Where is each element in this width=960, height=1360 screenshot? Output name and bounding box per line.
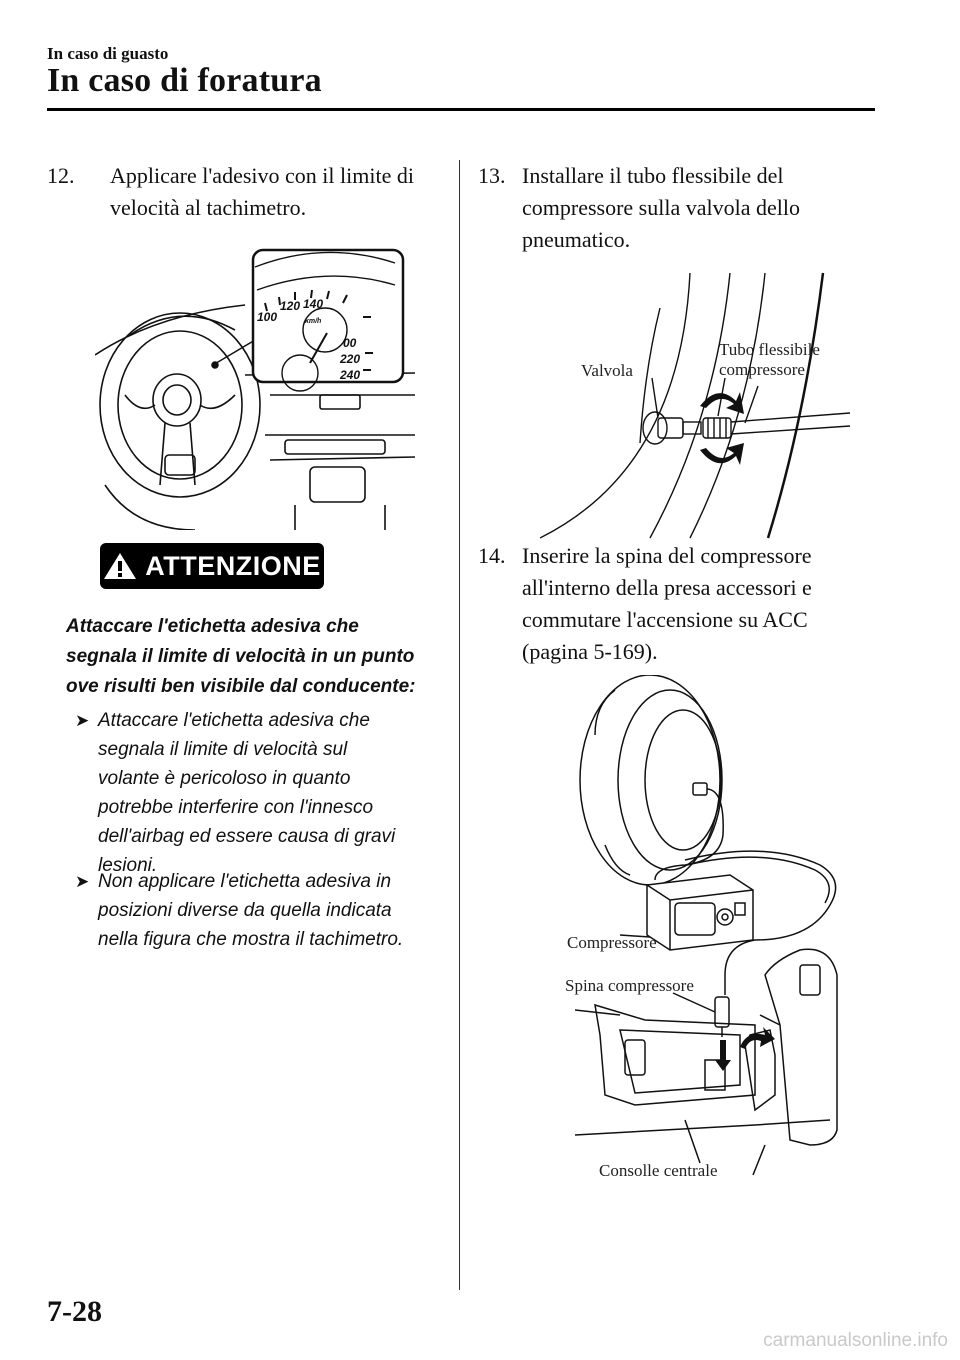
dashboard-illustration (95, 245, 415, 530)
step-text-line: Inserire la spina del compressore (522, 543, 812, 568)
speed-tick-label: 100 (257, 310, 278, 324)
warning-badge (100, 543, 324, 589)
warning-heading (66, 612, 436, 702)
step-14 (459, 540, 879, 670)
warning-heading-line: Attaccare l'etichetta adesiva che (66, 616, 359, 637)
step-number: 13. (478, 163, 506, 188)
speed-tick-label: 240 (340, 368, 361, 382)
bullet-line: Non applicare l'etichetta adesiva in (98, 871, 392, 892)
warning-heading-line: segnala il limite di velocità in un punto (66, 646, 415, 667)
speed-tick-label: 140 (303, 297, 324, 311)
bullet-line: dell'airbag ed essere causa di gravi (98, 826, 396, 847)
step-text-line: pneumatico. (522, 227, 631, 252)
step-text-line: Applicare l'adesivo con il limite di (110, 163, 414, 188)
step-12 (47, 160, 447, 230)
plug-label: Spina compressore (565, 976, 694, 995)
title-divider (47, 108, 875, 111)
bullet-line: posizioni diverse da quella indicata (98, 900, 392, 921)
step-text-line: Installare il tubo flessibile del (522, 163, 784, 188)
hose-label-line: Tubo flessibile (719, 340, 820, 359)
console-label: Consolle centrale (599, 1161, 718, 1180)
step-text-line: compressore sulla valvola dello (522, 195, 800, 220)
column-divider (459, 160, 460, 1290)
bullet-line: lesioni. (98, 855, 158, 876)
valve-illustration (540, 268, 860, 540)
bullet-line: segnala il limite di velocità sul (98, 739, 348, 760)
section-label: In caso di guasto (47, 44, 169, 63)
compressor-label: Compressore (567, 933, 657, 952)
step-text-line: all'interno della presa accessori e (522, 575, 812, 600)
page-number: 7-28 (47, 1295, 102, 1328)
page-title: In caso di foratura (47, 62, 322, 99)
warning-bullet (75, 706, 435, 886)
speed-tick-label: 120 (280, 299, 301, 313)
warning-triangle-icon (103, 551, 137, 581)
bullet-line: nella figura che mostra il tachimetro. (98, 929, 404, 950)
warning-heading-line: ove risulti ben visibile dal conducente: (66, 676, 416, 697)
step-text-line: (pagina 5-169). (522, 639, 658, 664)
arrow-bullet-icon: ➤ (75, 711, 90, 730)
speed-unit-label: km/h (305, 318, 322, 325)
valve-label: Valvola (581, 361, 633, 380)
step-13 (459, 160, 879, 260)
speed-tick-label: 00 (343, 336, 357, 350)
step-number: 12. (47, 163, 75, 188)
arrow-bullet-icon: ➤ (75, 872, 90, 891)
warning-bullet (75, 867, 435, 957)
watermark: carmanualsonline.info (763, 1330, 948, 1351)
bullet-line: volante è pericoloso in quanto (98, 768, 351, 789)
hose-label (719, 340, 820, 380)
bullet-line: Attaccare l'etichetta adesiva che (98, 710, 370, 731)
step-number: 14. (478, 543, 506, 568)
warning-badge-label: ATTENZIONE (145, 550, 321, 581)
hose-label-line: compressore (719, 360, 805, 379)
bullet-line: potrebbe interferire con l'innesco (98, 797, 374, 818)
step-text-line: velocità al tachimetro. (110, 195, 307, 220)
speed-tick-label: 220 (340, 352, 361, 366)
step-text-line: commutare l'accensione su ACC (522, 607, 808, 632)
